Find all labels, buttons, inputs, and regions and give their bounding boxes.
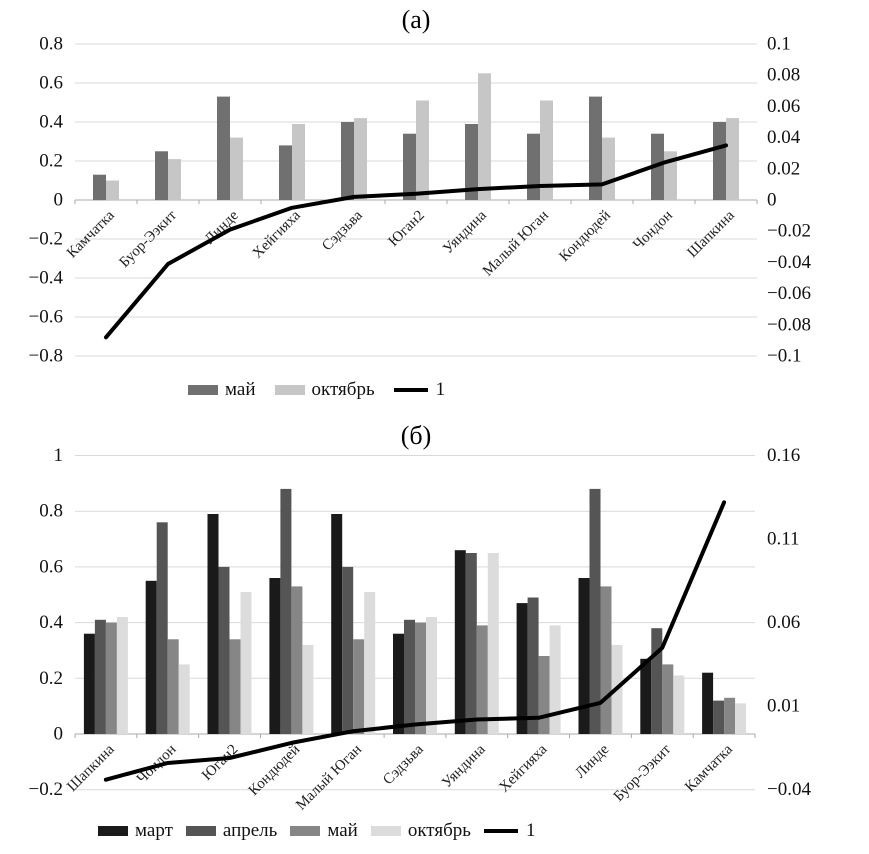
panel-a-title: (а)	[401, 5, 431, 34]
bar-май	[527, 134, 540, 200]
bar-март	[331, 514, 342, 734]
category-label: Чондон	[133, 741, 180, 788]
legend-item-апрель	[186, 820, 277, 842]
panel-a-legend	[188, 379, 464, 401]
bar-апрель	[590, 489, 601, 734]
legend-label: октябрь	[311, 379, 375, 400]
bar-апрель	[404, 620, 415, 734]
bar-май	[279, 145, 292, 200]
legend-swatch-icon	[186, 826, 216, 836]
bar-октябрь	[292, 124, 305, 200]
legend-swatch-icon	[290, 826, 320, 836]
category-label: Кондюдей	[556, 207, 614, 265]
bar-октябрь	[168, 159, 181, 200]
bar-май	[217, 97, 230, 200]
bar-май	[353, 639, 364, 734]
legend-item-май	[290, 820, 358, 842]
legend-label: 1	[525, 820, 536, 841]
bar-март	[208, 514, 219, 734]
legend-label: октябрь	[407, 820, 471, 841]
bar-октябрь	[426, 617, 437, 734]
left-axis-tick-label: 0.6	[39, 556, 63, 578]
legend-item-line	[394, 379, 446, 401]
legend-swatch-icon	[371, 826, 401, 836]
bar-октябрь	[488, 553, 499, 734]
bar-май	[539, 656, 550, 734]
bar-апрель	[651, 628, 662, 734]
legend-swatch-icon	[275, 385, 305, 395]
left-axis-tick-label: −0.2	[28, 779, 63, 801]
right-axis-tick-label: −0.04	[767, 779, 811, 801]
bar-май	[106, 623, 117, 734]
legend-label: 1	[435, 379, 446, 400]
bar-октябрь	[673, 676, 684, 735]
legend-item-line	[484, 820, 536, 842]
legend-label: май	[225, 379, 256, 400]
right-axis-tick-label: 0.02	[767, 158, 801, 180]
category-label: Буор-Ээкит	[610, 741, 675, 805]
left-axis-tick-label: 0	[53, 723, 63, 745]
category-label: Кондюдей	[245, 741, 304, 799]
bar-октябрь	[179, 664, 190, 734]
legend-line-icon	[394, 388, 428, 392]
bar-май	[601, 586, 612, 734]
bar-май	[713, 122, 726, 200]
bar-октябрь	[550, 625, 561, 734]
left-axis-tick-label: 0.6	[39, 72, 63, 94]
category-label: Шапкина	[684, 207, 738, 261]
category-label: Юган2	[385, 207, 428, 250]
bar-май	[662, 664, 673, 734]
right-axis-tick-label: −0.02	[767, 220, 811, 242]
left-axis-tick-label: 0.8	[39, 500, 63, 522]
category-label: Юган2	[199, 741, 242, 784]
left-axis-tick-label: −0.8	[28, 345, 63, 367]
category-label: Сэдзьва	[380, 741, 427, 789]
bar-октябрь	[478, 73, 491, 200]
bar-май	[168, 639, 179, 734]
bar-май	[724, 698, 735, 734]
category-label: Чондон	[630, 207, 676, 254]
right-axis-tick-label: 0.1	[767, 33, 791, 55]
right-axis-tick-label: 0.06	[767, 95, 801, 117]
bar-апрель	[466, 553, 477, 734]
category-label: Камчатка	[64, 207, 118, 262]
bar-апрель	[528, 598, 539, 735]
category-label: Уяндина	[438, 741, 489, 792]
bar-апрель	[713, 701, 724, 734]
category-label: Линде	[201, 207, 242, 248]
left-axis-tick-label: 1	[53, 445, 63, 466]
bar-октябрь	[726, 118, 739, 200]
bar-март	[640, 659, 651, 734]
bar-октябрь	[241, 592, 252, 734]
bar-март	[702, 673, 713, 734]
category-label: Линде	[572, 741, 613, 782]
legend-item-май	[188, 379, 256, 401]
left-axis-tick-label: 0.8	[39, 33, 63, 55]
bar-октябрь	[106, 181, 119, 201]
legend-item-октябрь	[371, 820, 471, 842]
bar-октябрь	[364, 592, 375, 734]
bar-май	[155, 151, 168, 200]
legend-item-март	[98, 820, 173, 842]
right-axis-tick-label: 0.16	[767, 445, 801, 466]
panel-b-title: (б)	[400, 421, 432, 450]
left-axis-tick-label: 0.2	[39, 667, 63, 689]
category-label: Малый Юган	[479, 207, 552, 280]
bar-апрель	[157, 522, 168, 734]
bar-март	[393, 634, 404, 734]
bar-октябрь	[602, 138, 615, 200]
panel-b-legend	[98, 820, 548, 842]
left-axis-tick-label: −0.4	[28, 267, 63, 289]
right-axis-tick-label: −0.06	[767, 283, 811, 305]
legend-swatch-icon	[188, 385, 218, 395]
right-axis-tick-label: 0.04	[767, 127, 801, 149]
left-axis-tick-label: −0.2	[28, 228, 63, 250]
bar-октябрь	[354, 118, 367, 200]
bar-октябрь	[416, 101, 429, 201]
category-label: Камчатка	[682, 741, 736, 796]
bar-октябрь	[117, 617, 128, 734]
legend-label: апрель	[222, 820, 278, 841]
bar-март	[579, 578, 590, 734]
right-axis-tick-label: 0.11	[767, 528, 800, 550]
right-axis-tick-label: 0.08	[767, 64, 801, 86]
bar-октябрь	[302, 645, 313, 734]
bar-апрель	[95, 620, 106, 734]
category-label: Хейгияха	[249, 207, 304, 262]
bar-октябрь	[735, 703, 746, 734]
bar-апрель	[219, 567, 230, 734]
right-axis-tick-label: 0	[767, 189, 777, 211]
bar-март	[269, 578, 280, 734]
bar-март	[517, 603, 528, 734]
right-axis-tick-label: −0.1	[767, 345, 802, 367]
legend-line-icon	[484, 829, 518, 833]
bar-апрель	[280, 489, 291, 734]
category-label: Уяндина	[440, 207, 490, 258]
left-axis-tick-label: 0	[53, 189, 63, 211]
right-axis-tick-label: −0.08	[767, 314, 811, 336]
category-label: Малый Юган	[293, 741, 366, 814]
bar-май	[415, 623, 426, 734]
category-label: Буор-Ээкит	[116, 207, 180, 271]
legend-swatch-icon	[98, 826, 128, 836]
bar-май	[230, 639, 241, 734]
bar-март	[84, 634, 95, 734]
bar-март	[146, 581, 157, 734]
category-label: Хейгияха	[496, 741, 551, 796]
left-axis-tick-label: 0.2	[39, 150, 63, 172]
left-axis-tick-label: −0.6	[28, 306, 63, 328]
right-axis-tick-label: −0.04	[767, 251, 811, 273]
bar-май	[341, 122, 354, 200]
bar-октябрь	[230, 138, 243, 200]
bar-май	[291, 586, 302, 734]
right-axis-tick-label: 0.06	[767, 612, 801, 634]
bar-май	[403, 134, 416, 200]
left-axis-tick-label: 0.4	[39, 612, 63, 634]
bar-апрель	[342, 567, 353, 734]
legend-item-октябрь	[275, 379, 375, 401]
category-label: Шапкина	[64, 741, 118, 795]
legend-label: март	[135, 820, 173, 841]
right-axis-tick-label: 0.01	[767, 695, 801, 717]
bar-март	[455, 550, 466, 734]
legend-label: май	[327, 820, 358, 841]
bar-май	[93, 175, 106, 200]
left-axis-tick-label: 0.4	[39, 111, 63, 133]
category-label: Сэдзьва	[319, 207, 366, 255]
